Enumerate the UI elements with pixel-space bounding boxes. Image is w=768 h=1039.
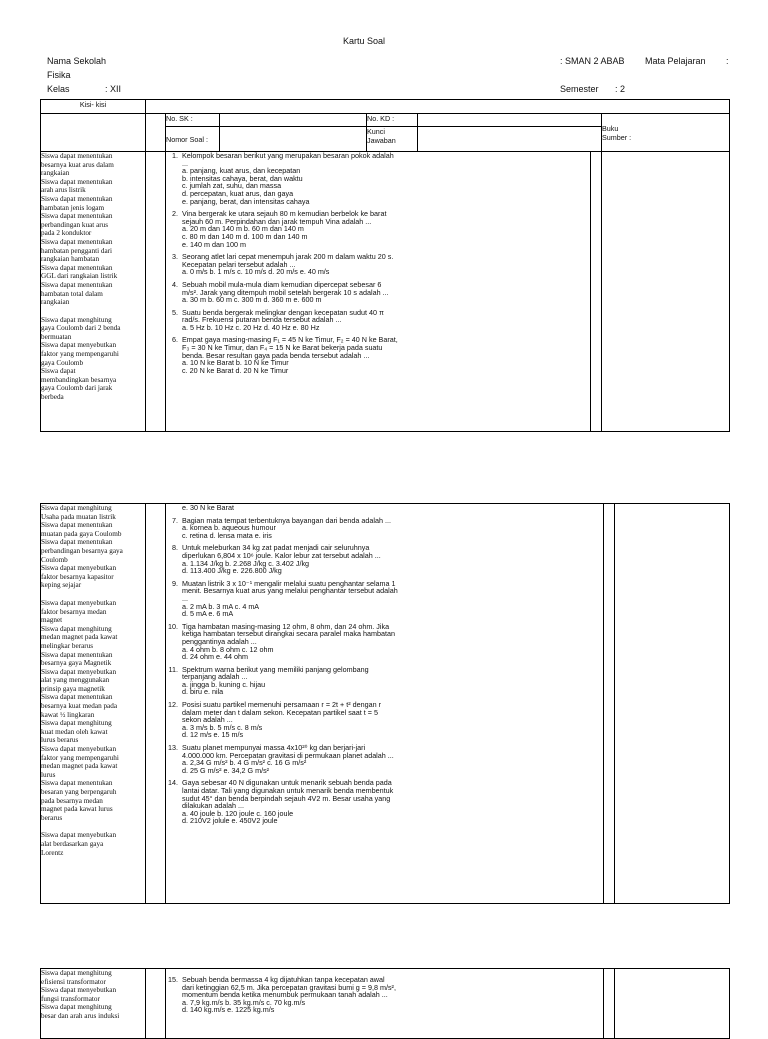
nama-sekolah-label: Nama Sekolah xyxy=(47,56,107,66)
question-text: Spektrum warna berikut yang memiliki panjang gelombang terpanjang adalah ... xyxy=(182,664,369,682)
question-number: 10. xyxy=(168,621,178,631)
indicator-item: Siswa dapat menghitung kuat medan oleh kawat lurus berarus xyxy=(41,719,112,745)
question-number: 7. xyxy=(172,515,178,525)
no-kd-label: No. KD : xyxy=(367,114,418,127)
kelas-label: Kelas xyxy=(47,84,70,94)
indicator-item: Siswa dapat menyebutkan faktor besarnya kapasitor keping sejajar xyxy=(41,564,117,590)
mapel-colon: : xyxy=(726,56,729,66)
question-text: Gaya sebesar 40 N digunakan untuk menarik sebuah benda pada lantai datar. Tali yang digunakan untuk menarik benda membentuk sudut 45° dan benda berpindah sejauh 4V2 m. Besar usaha yang dilakukan adalah ... xyxy=(182,778,394,811)
indicator-item: Siswa dapat menentukan hambatan pengganti dari rangkaian hambatan xyxy=(41,237,113,264)
question-options: a. kornea b. aqueous humour c. retina d. lensa mata e. iris xyxy=(182,523,276,540)
nomor-soal-label: Nomor Soal : xyxy=(166,127,220,152)
question-text: Muatan listrik 3 x 10⁻¹ mengalir melalui suatu penghantar selama 1 menit. Besarnya kuat arus yang melalui penghantar tersebut adalah ... xyxy=(182,578,398,603)
blank-cell xyxy=(615,504,730,904)
question-options: a. 5 Hz b. 10 Hz c. 20 Hz d. 40 Hz e. 80 Hz xyxy=(182,322,320,332)
indicator-item: Siswa dapat menyebutkan alat yang menggunakan prinsip gaya magnetik xyxy=(41,667,117,693)
question-text: Suatu benda bergerak melingkar dengan kecepatan sudut 40 π rad/s. Frekuensi putaran benda tersebut adalah ... xyxy=(182,307,384,325)
question-number: 5. xyxy=(172,307,178,317)
indicator-item: Siswa dapat menentukan besarnya gaya Magnetik xyxy=(41,650,113,668)
spacer xyxy=(41,822,145,831)
page-title: Kartu Soal xyxy=(342,36,386,46)
question-options: a. 10 N ke Barat b. 10 N ke Timur c. 20 N ke Barat d. 20 N ke Timur xyxy=(182,358,289,375)
question-item xyxy=(166,744,603,774)
indicator-cell xyxy=(41,969,146,1039)
question-options: a. 2,34 G m/s² b. 4 G m/s² c. 16 G m/s² d. 25 G m/s² e. 34,2 G m/s² xyxy=(182,758,307,775)
blank-cell xyxy=(146,969,166,1039)
question-options: a. panjang, kuat arus, dan kecepatan b. intensitas cahaya, berat, dan waktu c. jumlah zat, suhu, dan massa d. percepatan, kuat arus, dan gaya e. panjang, berat, dan intensitas cahaya xyxy=(182,166,310,206)
question-options: a. 1.134 J/kg b. 2.268 J/kg c. 3.402 J/kg d. 113.400 J/kg e. 226.800 J/kg xyxy=(182,558,310,576)
blank-cell xyxy=(146,114,166,152)
indicator-item: Siswa dapat menentukan perbandingan kuat arus pada 2 konduktor xyxy=(41,212,113,238)
question-options: a. 0 m/s b. 1 m/s c. 10 m/s d. 20 m/s e. 40 m/s xyxy=(182,267,330,277)
question-number: 6. xyxy=(172,335,178,345)
blank-cell xyxy=(604,504,615,904)
indicator-item: Siswa dapat menentukan arah arus listrik xyxy=(41,177,113,195)
question-number: 14. xyxy=(168,778,178,788)
question-options: a. 30 m b. 60 m c. 300 m d. 360 m e. 600 m xyxy=(182,295,322,305)
question-item xyxy=(166,544,603,574)
kisi-label: Kisi- kisi xyxy=(41,100,146,114)
soal-table-1 xyxy=(40,99,730,432)
indicator-item: Siswa dapat menentukan hambatan total dalam rangkaian xyxy=(41,280,113,307)
question-item xyxy=(166,309,590,332)
indicator-item: Siswa dapat menentukan perbandingan besarnya gaya Coulomb xyxy=(41,538,123,564)
question-options: a. 2 mA b. 3 mA c. 4 mA d. 5 mA e. 6 mA xyxy=(182,601,260,619)
indicator-cell xyxy=(41,504,146,904)
question-number: 9. xyxy=(172,578,178,588)
question-text: Kelompok besaran berikut yang merupakan besaran pokok adalah ... xyxy=(182,151,394,168)
question-item xyxy=(166,281,590,304)
question-number: 15. xyxy=(168,975,178,984)
question-text: Tiga hambatan masing-masing 12 ohm, 8 ohm, dan 24 ohm. Jika ketiga hambatan tersebut dirangkai secara paralel maka hambatan penggantinya adalah ... xyxy=(182,621,395,646)
indicator-cell xyxy=(41,152,146,432)
question-number: 13. xyxy=(168,743,178,753)
question-text: Suatu planet mempunyai massa 4x10²⁰ kg dan berjari-jari 4.000.000 km. Percepatan gravitasi di permukaan planet adalah ... xyxy=(182,743,394,760)
question-item xyxy=(166,336,590,374)
indicator-item: Siswa dapat menyebutkan faktor yang mempengaruhi medan magnet pada kawat lurus xyxy=(41,745,119,779)
question-text: Vina bergerak ke utara sejauh 80 m kemudian berbelok ke barat sejauh 60 m. Perpindahan dan jarak tempuh Vina adalah ... xyxy=(182,209,387,226)
question-text: Sebuah benda bermassa 4 kg dijatuhkan tanpa kecepatan awal dari ketinggian 62,5 m. Jika percepatan gravitasi bumi g = 9,8 m/s², momentum benda ketika menumbuk permukaan tanah adalah ... xyxy=(182,975,396,1000)
question-cell xyxy=(166,152,591,432)
indicator-item: Siswa dapat menyebutkan alat berdasarkan gaya Lorentz xyxy=(41,831,117,857)
semester-label: Semester xyxy=(560,84,599,94)
question-item xyxy=(166,580,603,618)
spacer xyxy=(41,307,145,316)
question-item xyxy=(166,701,603,739)
indicator-item: Siswa dapat membandingkan besarnya gaya Coulomb dari jarak berbeda xyxy=(41,367,117,402)
question-options: a. 4 ohm b. 8 ohm c. 12 ohm d. 24 ohm e. 44 ohm xyxy=(182,644,274,662)
question-number: 8. xyxy=(172,543,178,553)
kisi-value[interactable] xyxy=(146,100,730,114)
question-number: 3. xyxy=(172,252,178,262)
no-kd-field[interactable] xyxy=(418,114,602,127)
indicator-item: Siswa dapat menghitung efisiensi transformator xyxy=(41,969,112,986)
indicator-item: Siswa dapat menghitung medan magnet pada kawat melingkar berarus xyxy=(41,624,118,650)
nomor-soal-field[interactable] xyxy=(220,127,367,152)
blank-cell xyxy=(146,152,166,432)
spacer xyxy=(41,590,145,599)
indicator-item: Siswa dapat menghitung gaya Coulomb dari 2 benda bermuatan xyxy=(41,315,121,341)
question-item xyxy=(166,253,590,276)
indicator-item: Siswa dapat menentukan hambatan jenis logam xyxy=(41,194,113,212)
indicator-item: Siswa dapat menyebutkan faktor yang mempengaruhi gaya Coulomb xyxy=(41,341,119,367)
question-text: Seorang atlet lari cepat menempuh jarak 200 m dalam waktu 20 s. Kecepatan pelari tersebut adalah ... xyxy=(182,252,394,269)
kelas-value: : XII xyxy=(105,84,122,94)
question-number: 12. xyxy=(168,700,178,710)
indicator-item: Siswa dapat menentukan muatan pada gaya Coulomb xyxy=(41,521,122,538)
question-options: a. 3 m/s b. 5 m/s c. 8 m/s d. 12 m/s e. 15 m/s xyxy=(182,722,263,740)
blank-cell xyxy=(146,504,166,904)
blank-cell xyxy=(591,152,602,432)
kunci-jawaban-label: Kunci Jawaban xyxy=(367,127,418,152)
question-number: 11. xyxy=(168,664,178,674)
indicator-item: Siswa dapat menentukan besaran yang berpengaruh pada besarnya medan magnet pada kawat lurus berarus xyxy=(41,779,117,822)
question-number: 2. xyxy=(172,209,178,219)
question-options: a. jingga b. kuning c. hijau d. biru e. nila xyxy=(182,679,266,697)
buku-sumber-label: Buku Sumber : xyxy=(602,114,730,152)
blank-cell xyxy=(615,969,730,1039)
no-sk-label: No. SK : xyxy=(166,114,220,127)
indicator-item: Siswa dapat menentukan besarnya kuat arus dalam rangkaian xyxy=(41,152,114,178)
question-options: a. 40 joule b. 120 joule c. 160 joule d. 210V2 jolule e. 450V2 joule xyxy=(182,808,294,826)
question-cell xyxy=(166,504,604,904)
question-item xyxy=(166,623,603,661)
question-item xyxy=(166,666,603,696)
question-number: 4. xyxy=(172,279,178,289)
question-cell xyxy=(166,969,604,1039)
question-item xyxy=(166,517,603,540)
mapel-value: Fisika xyxy=(47,70,71,80)
question-options: a. 20 m dan 140 m b. 60 m dan 140 m c. 80 m dan 140 m d. 100 m dan 140 m e. 140 m dan 100 m xyxy=(182,224,308,249)
question-text: Posisi suatu partikel memenuhi persamaan r = 2t + t² dengan r dalam meter dan t dalam sekon. Kecepatan partikel saat t = 5 sekon adalah ... xyxy=(182,700,381,725)
blank-cell xyxy=(41,114,146,152)
semester-value: : 2 xyxy=(615,84,626,94)
question-text: Empat gaya masing-masing F₁ = 45 N ke Timur, F₂ = 40 N ke Barat, F₃ = 30 N ke Timur, dan F₄ = 15 N ke Barat bekerja pada suatu benda. Besar resultan gaya pada benda tersebut adalah ... xyxy=(182,335,398,360)
indicator-item: Siswa dapat menghitung Usaha pada muatan listrik xyxy=(41,504,116,521)
question-item xyxy=(166,976,603,1014)
question-item xyxy=(166,779,603,825)
question-item xyxy=(166,210,590,248)
sekolah-value: : SMAN 2 ABAB xyxy=(560,56,625,66)
question-text: Sebuah mobil mula-mula diam kemudian dipercepat sebesar 6 m/s². Jarak yang ditempuh mobil setelah bergerak 10 s adalah ... xyxy=(182,279,389,297)
no-sk-field[interactable] xyxy=(220,114,367,127)
question-text: Bagian mata tempat terbentuknya bayangan dari benda adalah ... xyxy=(182,515,391,525)
question-options: a. 7,9 kg.m/s b. 35 kg.m/s c. 70 kg.m/s d. 140 kg.m/s e. 1225 kg.m/s xyxy=(182,997,306,1015)
kunci-jawaban-field[interactable] xyxy=(418,127,602,152)
indicator-item: Siswa dapat menyebutkan fungsi transformator xyxy=(41,986,117,1003)
indicator-item: Siswa dapat menghitung besar dan arah arus induksi xyxy=(41,1003,120,1020)
indicator-item: Siswa dapat menyebutkan faktor besarnya medan magnet xyxy=(41,598,117,625)
question-text: Untuk meleburkan 34 kg zat padat menjadi cair seluruhnya diperlukan 6,804 x 10⁶ joule. Kalor lebur zat tersebut adalah ... xyxy=(182,543,381,560)
mapel-label: Mata Pelajaran xyxy=(645,56,706,66)
question-number: 1. xyxy=(172,151,178,160)
indicator-item: Siswa dapat menentukan GGL dari rangkaian listrik xyxy=(41,263,118,281)
carryover-option: e. 30 N ke Barat xyxy=(182,503,234,512)
soal-table-3 xyxy=(40,968,730,1039)
blank-cell xyxy=(602,152,730,432)
blank-cell xyxy=(604,969,615,1039)
soal-table-2 xyxy=(40,503,730,904)
indicator-item: Siswa dapat menentukan besarnya kuat medan pada kawat ½ lingkaran xyxy=(41,693,118,719)
question-item xyxy=(166,152,590,205)
